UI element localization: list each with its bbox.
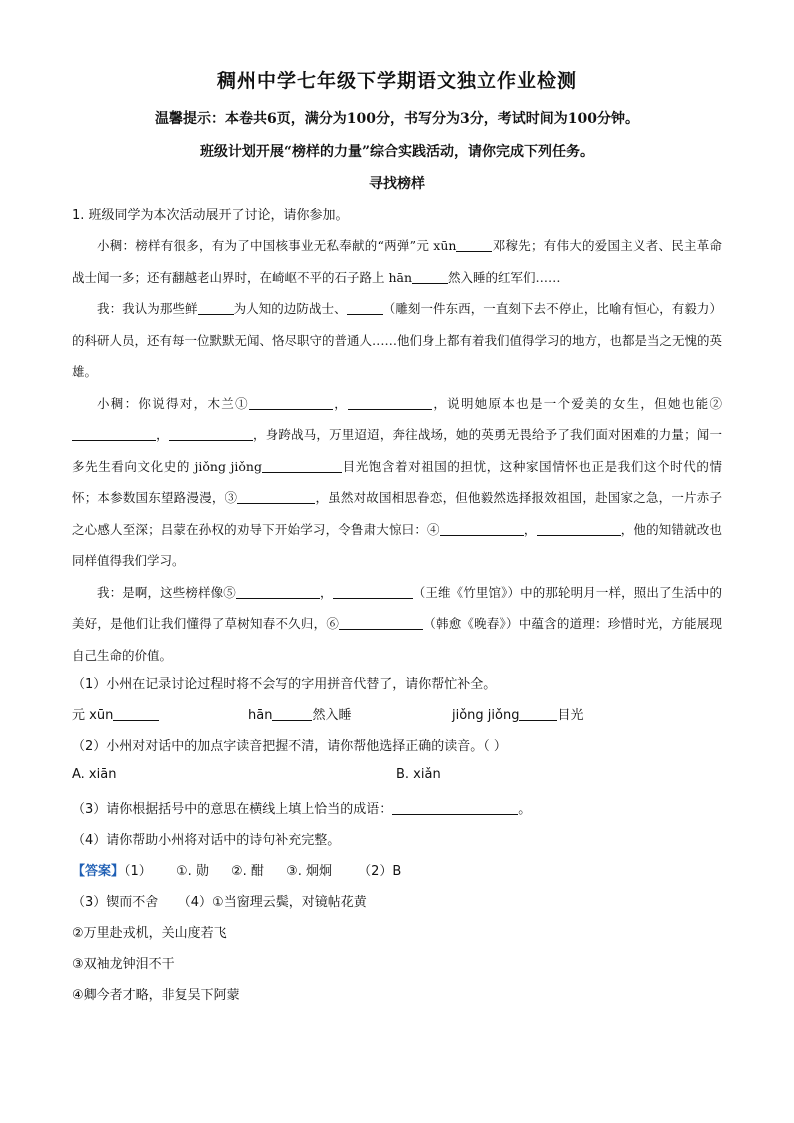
dialogue-text: （雕刻一件东西，一直刻下去不停止，比喻有恒心，有毅力）的科研人员，还有每一位默默无闻、恪尽职守的普通人……他们身上都有着我们值得学习的地方，也都是当之无愧的英雄。 [72,301,723,379]
dialogue-text: （韩愈《晚春》）中蕴含的道理：珍惜时光，方能展现自己生命的价值。 [72,616,722,663]
answer-blank[interactable] [348,396,432,410]
pinyin-item-1 [72,704,159,723]
dialogue-text: ， [523,521,537,537]
dialogue-text: 然入睡的红军们…… [448,269,561,285]
sub-question-4: （4）请你帮助小州将对话中的诗句补充完整。 [72,833,341,848]
page-title: 稠州中学七年级下学期语文独立作业检测 [216,70,577,92]
answer-line-1 [72,860,401,879]
question-1-stem: 1. 班级同学为本次活动展开了讨论，请你参加。 [72,208,349,223]
dialogue-text: 邓稼先；有伟大的爱国主义者、民主革命战士闻一多；还有翻越老山界时，在崎岖不平的石子路上 hān [72,238,723,285]
option-b[interactable]: B. xiǎn [396,767,441,782]
answer-blank[interactable] [519,707,557,721]
dialogue-text: 我：是啊，这些榜样像⑤ [97,584,236,600]
question-text: （3）请你根据括号中的意思在横线上填上恰当的成语： [72,802,393,817]
answer-blank[interactable] [113,707,159,721]
dialogue-text: ，虽然对故国相思眷恋，但他毅然选择报效祖国，赴国家之急，一片赤子之心感人至深；吕蒙在孙权的劝导下开始学习，令鲁肃大惊曰：④ [72,490,722,537]
pinyin-text: 然入睡 [312,708,352,723]
dialogue-text: 目光饱含着对祖国的担忧，这种家国情怀也正是我们这个时代的情怀；本参数国东望路漫漫，③ [72,458,722,505]
answer-blank[interactable] [412,270,448,284]
dialogue-paragraph-2 [72,293,722,388]
dialogue-text: ， [332,395,349,411]
dialogue-text: ， [319,584,333,600]
pinyin-item-3 [452,704,584,723]
answer-blank[interactable] [169,428,253,442]
sub-question-3 [72,798,531,817]
sub-question-1: （1）小州在记录讨论过程时将不会写的字用拼音代替了，请你帮忙补全。 [72,677,497,692]
option-a[interactable]: A. xiān [72,767,117,782]
pinyin-item-2 [248,704,351,723]
exam-notice: 温馨提示：本卷共6页，满分为100分，书写分为3分，考试时间为100分钟。 [155,111,639,127]
dialogue-text: ，说明她原本也是一个爱美的女生，但她也能② [432,395,722,411]
dialogue-text: 小稠：榜样有很多，有为了中国核事业无私奉献的“两弹”元 xūn [97,238,457,253]
section-title: 寻找榜样 [369,176,425,192]
answer-blank[interactable] [392,801,518,815]
sub-question-2: （2）小州对对话中的加点字读音把握不清，请你帮他选择正确的读音。（ ） [72,739,507,754]
dialogue-paragraph-1 [72,230,722,293]
answer-tag: 【答案】 [72,864,125,879]
answer-blank[interactable] [198,302,234,316]
answer-text: ①. 勋 [175,864,209,879]
dialogue-text: ，他的知错就改也同样值得我们学习。 [72,521,722,568]
dialogue-text: （王维《竹里馆》）中的那轮明月一样，照出了生活中的美好，是他们让我们懂得了草树知春不久归，⑥ [72,584,722,631]
answer-blank[interactable] [72,428,156,442]
answer-line-2: （3）锲而不舍 （4）①当窗理云鬓，对镜帖花黄 [72,895,367,910]
dialogue-text: 为人知的边防战士、 [233,301,347,316]
answer-line-3: ②万里赴戎机，关山度若飞 [72,926,227,941]
answer-text: ②. 酣 [231,864,264,879]
pinyin-text: 目光 [557,708,584,723]
dialogue-text: ，身跨战马，万里迢迢，奔往战场，她的英勇无畏给予了我们面对困难的力量；闻一多先生看向文化史的 jiǒng jiǒng [72,427,722,474]
answer-blank[interactable] [333,585,413,599]
answer-text: ③. 炯炯 [286,864,332,879]
answer-line-5: ④卿今者才略，非复吴下阿蒙 [72,988,240,1003]
answer-blank[interactable] [237,491,315,505]
answer-blank[interactable] [456,239,492,253]
answer-blank[interactable] [339,617,423,631]
pinyin-text: hān [248,708,273,723]
dialogue-text: 我：我认为那些鲜 [97,301,198,316]
dialogue-paragraph-3 [72,388,722,577]
answer-blank[interactable] [249,396,333,410]
answer-text: （2）B [358,864,402,879]
answer-blank[interactable] [347,302,383,316]
answer-line-4: ③双袖龙钟泪不干 [72,957,175,972]
dialogue-text: ， [156,427,169,442]
answer-text: （1） [124,864,152,879]
dialogue-paragraph-4 [72,577,722,672]
answer-blank[interactable] [272,707,312,721]
activity-intro: 班级计划开展“榜样的力量”综合实践活动，请你完成下列任务。 [199,144,595,160]
answer-blank[interactable] [440,522,524,536]
question-text: 。 [518,802,532,817]
pinyin-text: jiǒng jiǒng [452,708,520,723]
dialogue-text: 小稠：你说得对，木兰① [97,395,249,411]
answer-blank[interactable] [236,585,320,599]
pinyin-text: 元 xūn [72,708,114,723]
answer-blank[interactable] [537,522,621,536]
answer-blank[interactable] [262,459,342,473]
dialogue [72,230,722,671]
